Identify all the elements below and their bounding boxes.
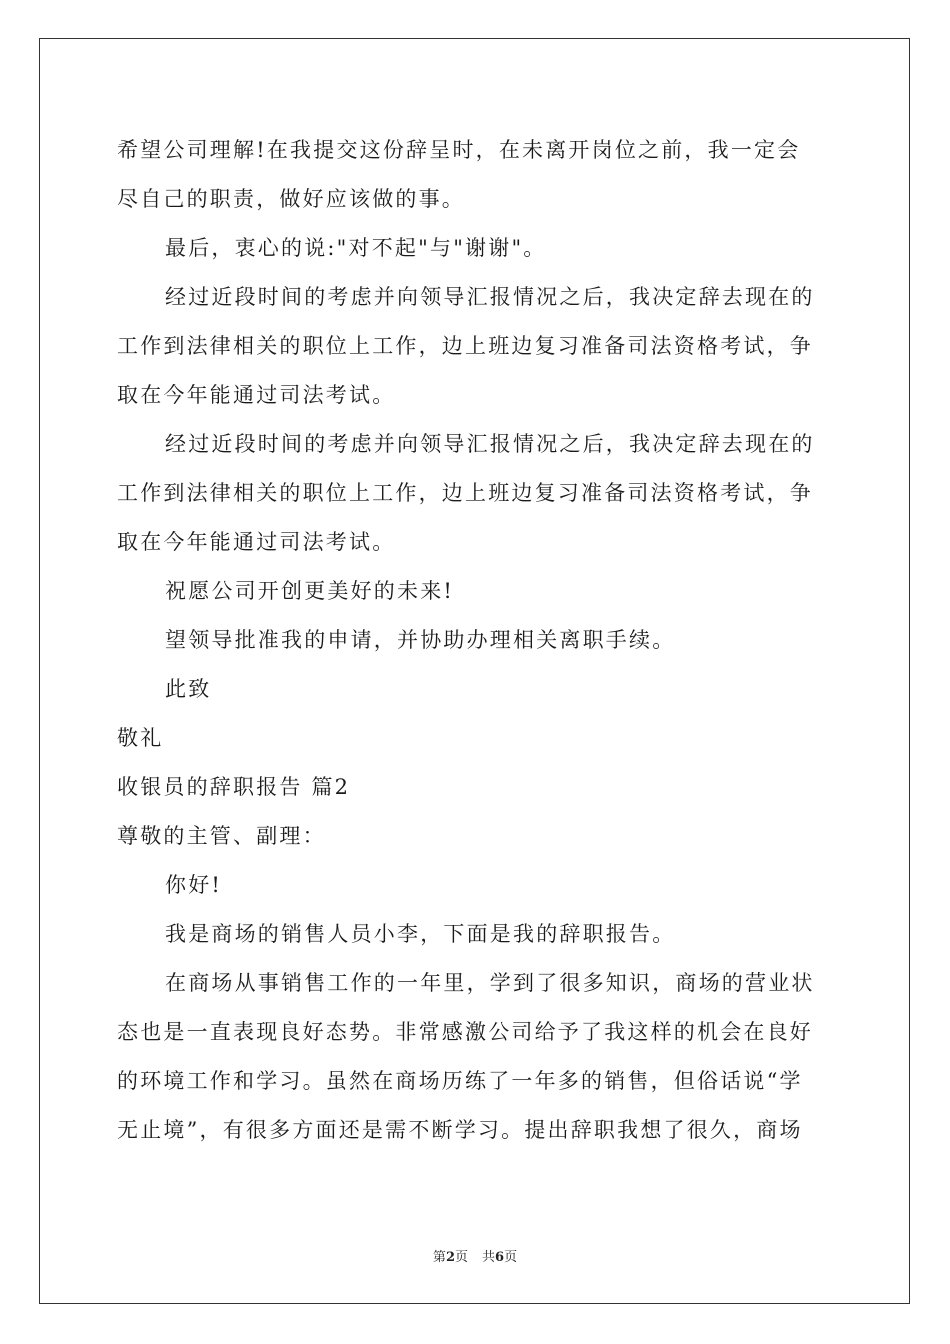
paragraph-line: 在商场从事销售工作的一年里，学到了很多知识，商场的营业状 (165, 971, 815, 995)
paragraph-line: 工作到法律相关的职位上工作，边上班边复习准备司法资格考试，争 (117, 481, 813, 505)
document-body (117, 126, 837, 1155)
closing-line: 此致 (165, 677, 212, 701)
paragraph-line: 工作到法律相关的职位上工作，边上班边复习准备司法资格考试，争 (117, 334, 813, 358)
paragraph-line: 取在今年能通过司法考试。 (117, 530, 396, 554)
salutation-line: 敬礼 (117, 726, 164, 750)
paragraph-line: 态也是一直表现良好态势。非常感激公司给予了我这样的机会在良好 (117, 1020, 813, 1044)
total-unit: 页 (504, 1250, 518, 1265)
paragraph-line: 祝愿公司开创更美好的未来! (165, 579, 455, 603)
paragraph-line: 望领导批准我的申请，并协助办理相关离职手续。 (165, 628, 676, 652)
total-prefix: 共 (482, 1250, 496, 1265)
page-unit: 页 (454, 1250, 468, 1265)
paragraph-line: 经过近段时间的考虑并向领导汇报情况之后，我决定辞去现在的 (165, 285, 815, 309)
paragraph-line: 我是商场的销售人员小李，下面是我的辞职报告。 (165, 922, 676, 946)
paragraph-line: 希望公司理解!在我提交这份辞呈时，在未离开岗位之前，我一定会 (117, 138, 801, 162)
paragraph-line: 的环境工作和学习。虽然在商场历练了一年多的销售，但俗话说“学 (117, 1069, 803, 1093)
paragraph-line: 无止境”，有很多方面还是需不断学习。提出辞职我想了很久，商场 (117, 1118, 803, 1142)
total-page-number: 6 (495, 1250, 505, 1265)
greeting-line: 你好! (165, 873, 223, 897)
paragraph-line: 尽自己的职责，做好应该做的事。 (117, 187, 465, 211)
page-footer (0, 1246, 950, 1265)
current-page-number: 2 (445, 1250, 455, 1265)
page-prefix: 第 (432, 1250, 446, 1265)
section-heading: 收银员的辞职报告 篇2 (117, 775, 351, 799)
paragraph-line: 取在今年能通过司法考试。 (117, 383, 396, 407)
paragraph-line: 最后，衷心的说:"对不起"与"谢谢"。 (165, 236, 547, 260)
addressee-line: 尊敬的主管、副理： (117, 824, 326, 848)
paragraph-line: 经过近段时间的考虑并向领导汇报情况之后，我决定辞去现在的 (165, 432, 815, 456)
